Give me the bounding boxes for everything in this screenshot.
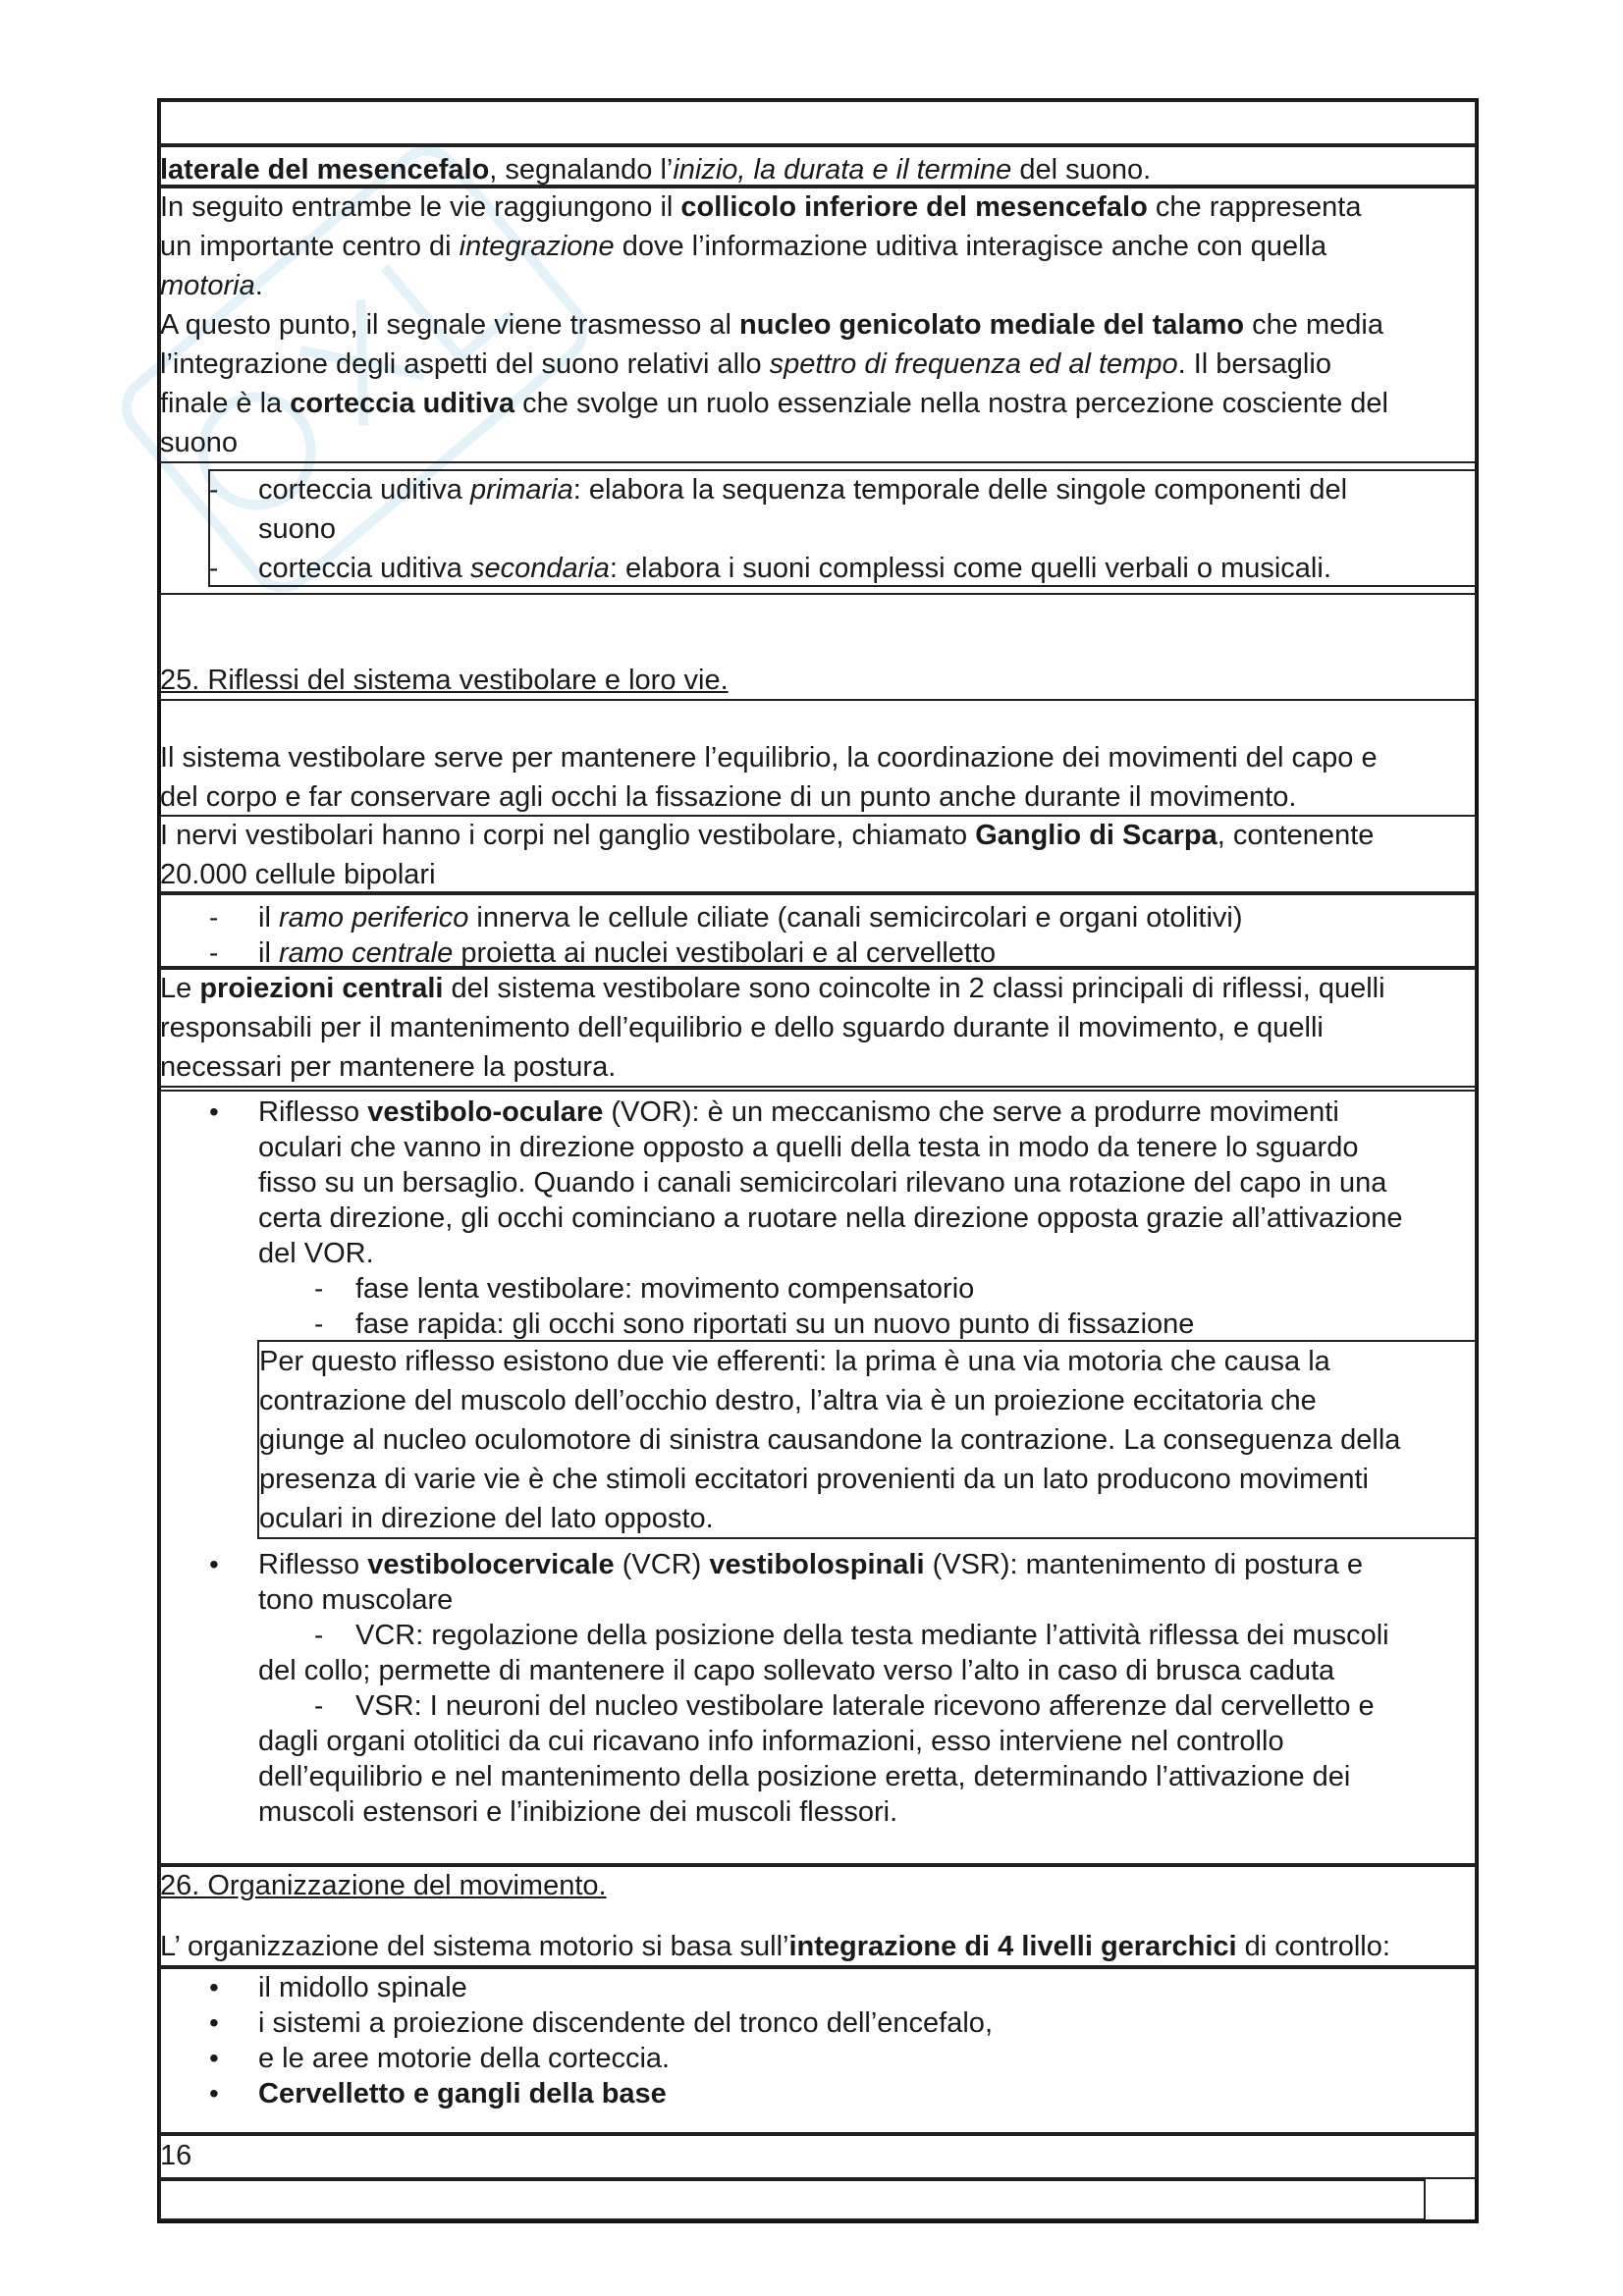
dash-marker: - xyxy=(209,902,219,933)
text-line: tono muscolare xyxy=(258,1584,454,1616)
text-line: Il sistema vestibolare serve per mantenere l’equilibrio, la coordinazione dei movimenti del capo e xyxy=(160,742,1378,774)
text-line: del corpo e far conservare agli occhi la fissazione di un punto anche durante il movimento. xyxy=(160,781,1297,813)
bullet-marker: • xyxy=(209,1549,219,1579)
list-item: fase lenta vestibolare: movimento compensatorio xyxy=(355,1273,975,1305)
text-line: l’integrazione degli aspetti del suono relativi allo spettro di frequenza ed al tempo. Il bersaglio xyxy=(160,348,1331,380)
footer-box xyxy=(159,2179,1426,2220)
text-line: finale è la corteccia uditiva che svolge un ruolo essenziale nella nostra percezione cosciente del xyxy=(160,388,1388,419)
text-line: giunge al nucleo oculomotore di sinistra causandone la contrazione. La conseguenza della xyxy=(259,1424,1401,1456)
list-item: i sistemi a proiezione discendente del tronco dell’encefalo, xyxy=(258,2007,993,2039)
dash-marker: - xyxy=(314,1273,324,1304)
text-line: presenza di varie vie è che stimoli eccitatori provenienti da un lato producono movimenti xyxy=(259,1464,1369,1495)
list-item: il ramo periferico innerva le cellule ciliate (canali semicircolari e organi otolitivi) xyxy=(258,902,1243,934)
dash-marker: - xyxy=(209,553,219,583)
text-line: Le proiezioni centrali del sistema vestibolare sono coincolte in 2 classi principali di riflessi, quelli xyxy=(160,973,1385,1004)
list-item: il midollo spinale xyxy=(258,1972,467,2003)
text-line: certa direzione, gli occhi cominciano a ruotare nella direzione opposta grazie all’attivazione xyxy=(258,1202,1403,1234)
bullet-marker: • xyxy=(209,2007,219,2038)
text-line: motoria. xyxy=(160,270,263,301)
text-line: del VOR. xyxy=(258,1238,374,1269)
list-item: il ramo centrale proietta ai nuclei vestibolari e al cervelletto xyxy=(258,937,997,969)
page-number-box xyxy=(159,2134,1477,2179)
list-item: VCR: regolazione della posizione della testa mediante l’attività riflessa dei muscoli xyxy=(355,1620,1389,1651)
text-line: A questo punto, il segnale viene trasmesso al nucleo genicolato mediale del talamo che media xyxy=(160,309,1383,341)
text-line: del collo; permette di mantenere il capo sollevato verso l’alto in caso di brusca caduta xyxy=(258,1655,1335,1686)
section-title: 26. Organizzazione del movimento. xyxy=(160,1870,607,1901)
dash-marker: - xyxy=(314,1690,324,1721)
header-box xyxy=(159,100,1477,145)
dash-marker: - xyxy=(314,1620,324,1650)
text-line: suono xyxy=(160,427,239,458)
list-item: corteccia uditiva primaria: elabora la sequenza temporale delle singole componenti del xyxy=(258,474,1348,506)
text-line: I nervi vestibolari hanno i corpi nel ganglio vestibolare, chiamato Ganglio di Scarpa, contenente xyxy=(160,820,1375,851)
text-line: oculari in direzione del lato opposto. xyxy=(259,1503,714,1534)
list-item: Cervelletto e gangli della base xyxy=(258,2078,667,2109)
text-line: oculari che vanno in direzione opposto a quelli della testa in modo da tenere lo sguardo xyxy=(258,1132,1359,1163)
list-item: fase rapida: gli occhi sono riportati su un nuovo punto di fissazione xyxy=(355,1308,1195,1340)
list-item-continued: suono xyxy=(258,513,337,545)
text-line: 20.000 cellule bipolari xyxy=(160,859,436,890)
list-item: VSR: I neuroni del nucleo vestibolare laterale ricevono afferenze dal cervelletto e xyxy=(355,1690,1375,1722)
text-line: contrazione del muscolo dell’occhio destro, l’altra via è un proiezione eccitatoria che xyxy=(259,1385,1317,1416)
text-line: In seguito entrambe le vie raggiungono il collicolo inferiore del mesencefalo che rappresenta xyxy=(160,191,1362,223)
list-item: corteccia uditiva secondaria: elabora i suoni complessi come quelli verbali o musicali. xyxy=(258,553,1331,584)
text-line: muscoli estensori e l’inibizione dei muscoli flessori. xyxy=(258,1796,898,1828)
text-line: Per questo riflesso esistono due vie efferenti: la prima è una via motoria che causa la xyxy=(259,1346,1330,1377)
page-number: 16 xyxy=(160,2140,192,2171)
bullet-marker: • xyxy=(209,2043,219,2073)
text-line: dell’equilibrio e nel mantenimento della posizione eretta, determinando l’attivazione dei xyxy=(258,1761,1351,1792)
bullet-marker: • xyxy=(209,1972,219,2002)
list-item: Riflesso vestibolo-oculare (VOR): è un meccanismo che serve a produrre movimenti xyxy=(258,1096,1339,1128)
text-line: un importante centro di integrazione dove l’informazione uditiva interagisce anche con quella xyxy=(160,231,1327,262)
bullet-marker: • xyxy=(209,2078,219,2109)
dash-marker: - xyxy=(314,1308,324,1339)
text-line: L’ organizzazione del sistema motorio si basa sull’integrazione di 4 livelli gerarchici di controllo: xyxy=(160,1931,1390,1962)
dash-marker: - xyxy=(209,474,219,505)
text-line: laterale del mesencefalo, segnalando l’inizio, la durata e il termine del suono. xyxy=(160,154,1152,186)
dash-marker: - xyxy=(209,937,219,968)
list-item: Riflesso vestibolocervicale (VCR) vestibolospinali (VSR): mantenimento di postura e xyxy=(258,1549,1364,1580)
text-line: responsabili per il mantenimento dell’equilibrio e dello sguardo durante il movimento, e quelli xyxy=(160,1012,1324,1043)
text-line: fisso su un bersaglio. Quando i canali semicircolari rilevano una rotazione del capo in una xyxy=(258,1167,1387,1199)
bullet-marker: • xyxy=(209,1096,219,1127)
text-line: dagli organi otolitici da cui ricavano info informazioni, esso interviene nel controllo xyxy=(258,1726,1284,1757)
list-item: e le aree motorie della corteccia. xyxy=(258,2043,671,2074)
text-line: necessari per mantenere la postura. xyxy=(160,1051,617,1083)
section-title: 25. Riflessi del sistema vestibolare e loro vie. xyxy=(160,665,729,696)
